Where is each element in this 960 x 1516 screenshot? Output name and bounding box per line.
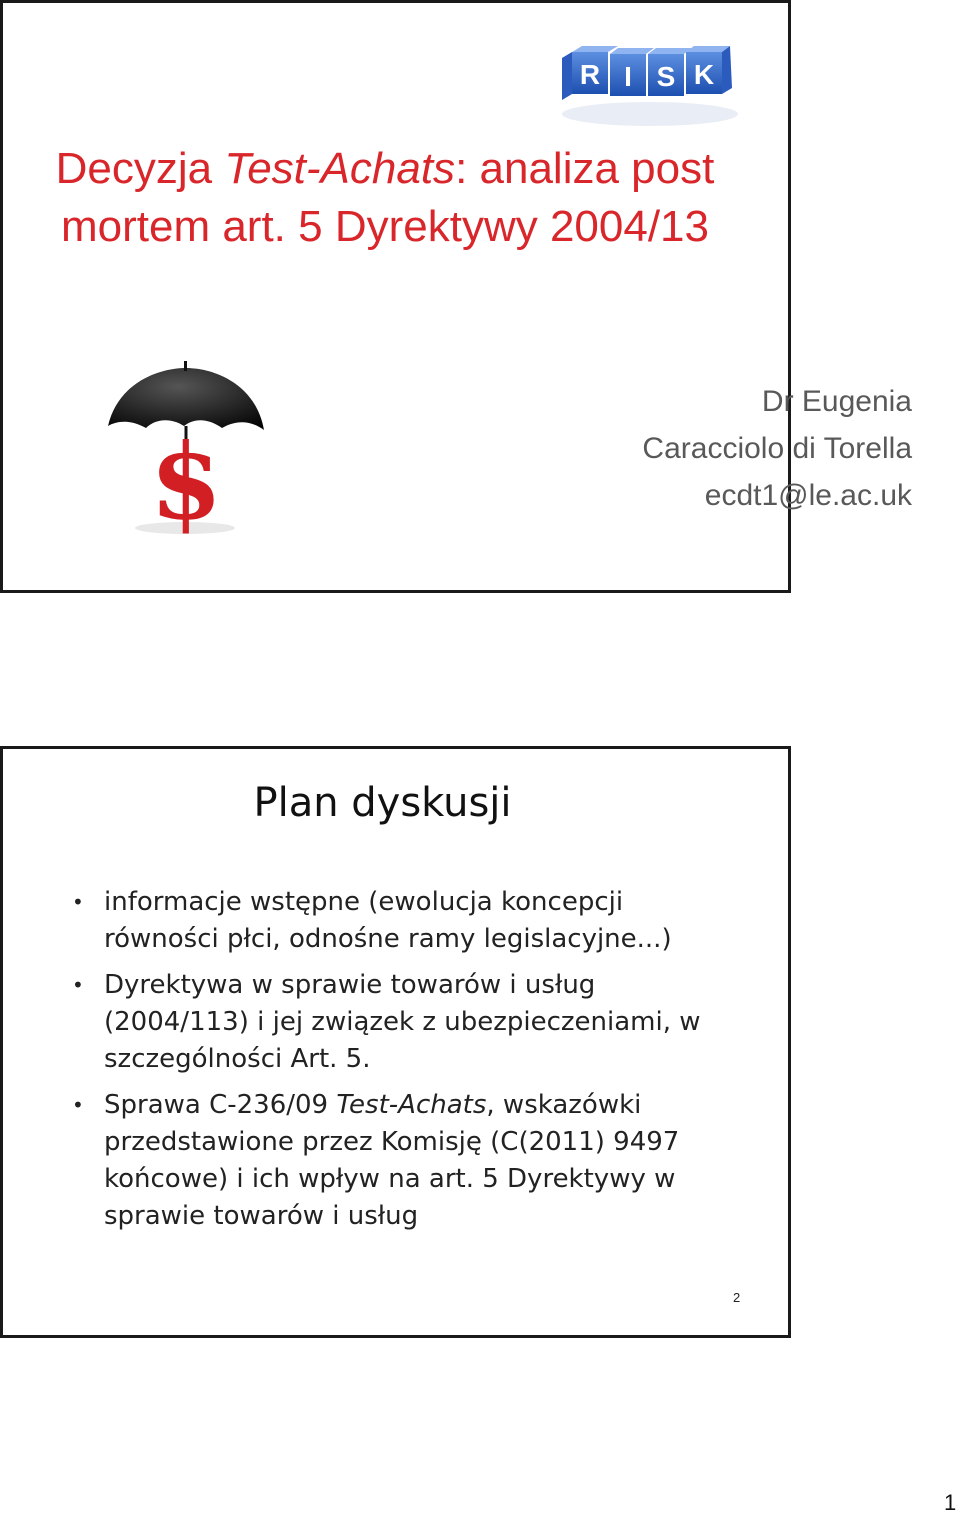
bullet-text-italic: Test-Achats (336, 1090, 487, 1120)
list-item (72, 967, 712, 1078)
cube-letter: K (693, 59, 715, 90)
title-italic-part: Test-Achats (224, 144, 456, 193)
bullet-text: informacje wstępne (ewolucja koncepcji równości płci, odnośne ramy legislacyjne...) (104, 887, 672, 954)
page-number: 1 (944, 1490, 957, 1515)
title-part-3: : analiza post mortem art. 5 Dyrektywy 2004/13 (60, 144, 715, 251)
dollar-sign-icon: $ (149, 420, 223, 540)
cube-letter: S (656, 61, 676, 92)
bullet-text-post: , wskazówki przedstawione przez Komisję (C(2011) 9497 końcowe) i ich wpływ na art. 5 Dyrektywy w sprawie towarów i usług (104, 1090, 680, 1231)
cube-letter: R (579, 59, 601, 90)
author-name-line-2: Caracciolo di Torella (642, 432, 912, 465)
bullet-icon: • (72, 890, 84, 914)
bullet-text-pre: Sprawa C-236/09 (104, 1090, 337, 1120)
slide-1-title (40, 140, 730, 256)
list-item (72, 1087, 712, 1235)
author-block (512, 378, 912, 519)
title-part-1: Decyzja (55, 144, 225, 193)
slide-number: 2 (733, 1290, 741, 1305)
list-item (72, 884, 712, 958)
umbrella-dollar-illustration (100, 360, 270, 540)
author-name-line-1: Dr Eugenia (761, 385, 912, 418)
slide-2-title: Plan dyskusji (253, 780, 512, 826)
author-email: ecdt1@le.ac.uk (704, 479, 912, 512)
bullet-text: Dyrektywa w sprawie towarów i usług (2004/113) i jej związek z ubezpieczeniami, w szczególności Art. 5. (104, 970, 701, 1074)
risk-cubes-logo (560, 44, 740, 130)
cube-letter: I (624, 61, 632, 92)
bullet-list (72, 884, 712, 1244)
bullet-icon: • (72, 1093, 84, 1117)
bullet-icon: • (72, 973, 84, 997)
